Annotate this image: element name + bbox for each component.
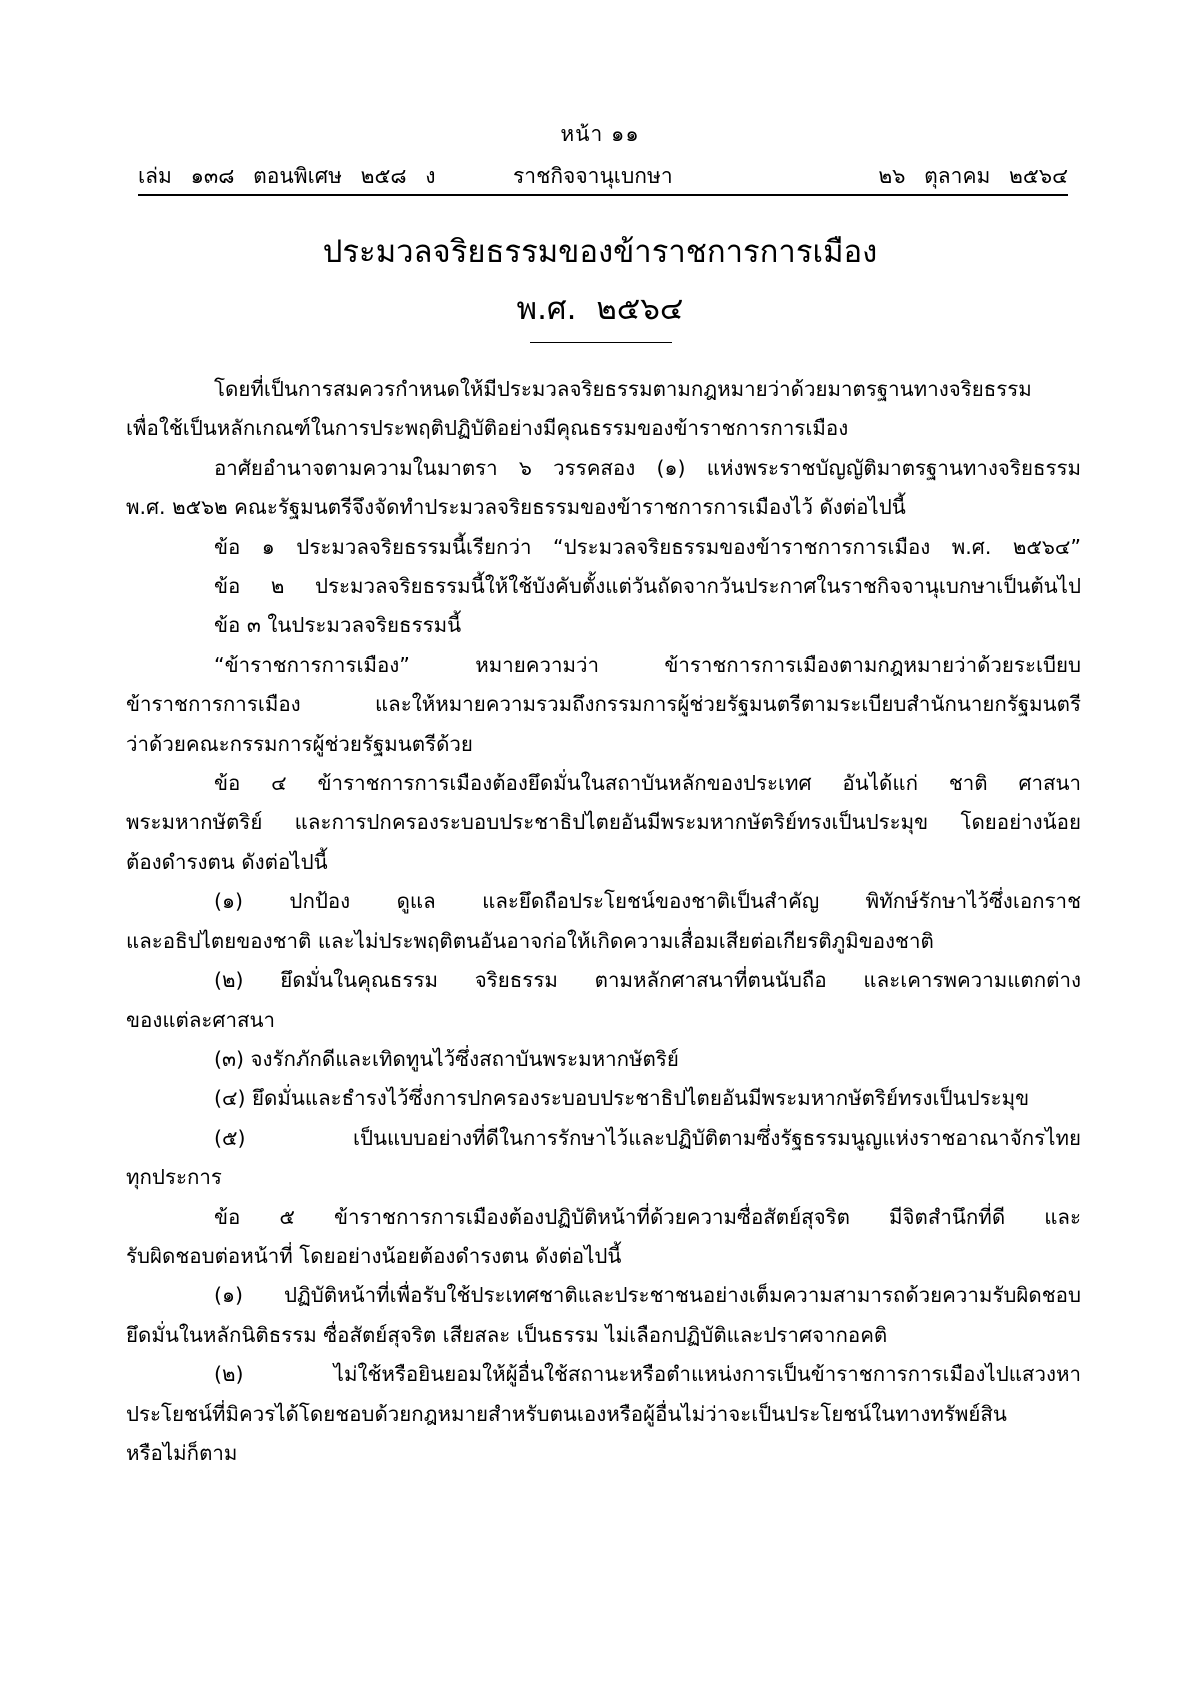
body-line: พระมหากษัตริย์ และการปกครองระบอบประชาธิปไตยอันมีพระมหากษัตริย์ทรงเป็นประมุข โดยอย่างน้อย — [126, 810, 1081, 835]
body-line: (๔) ยึดมั่นและธำรงไว้ซึ่งการปกครองระบอบประชาธิปไตยอันมีพระมหากษัตริย์ทรงเป็นประมุข — [214, 1086, 1030, 1111]
title-divider — [530, 342, 672, 343]
publication-name: ราชกิจจานุเบกษา — [513, 164, 673, 188]
body-line: เพื่อใช้เป็นหลักเกณฑ์ในการประพฤติปฏิบัติอย่างมีคุณธรรมของข้าราชการการเมือง — [126, 416, 849, 441]
body-line: ข้อ ๒ ประมวลจริยธรรมนี้ให้ใช้บังคับตั้งแต่วันถัดจากวันประกาศในราชกิจจานุเบกษาเป็นต้นไป — [214, 574, 1081, 599]
body-line: ทุกประการ — [126, 1165, 222, 1190]
body-line: ข้อ ๔ ข้าราชการการเมืองต้องยึดมั่นในสถาบันหลักของประเทศ อันได้แก่ ชาติ ศาสนา — [214, 771, 1081, 796]
body-line: ประโยชน์ที่มิควรได้โดยชอบด้วยกฎหมายสำหรับตนเองหรือผู้อื่นไม่ว่าจะเป็นประโยชน์ในทางทรัพย์สิน — [126, 1401, 1007, 1426]
body-line: อาศัยอำนาจตามความในมาตรา ๖ วรรคสอง (๑) แห่งพระราชบัญญัติมาตรฐานทางจริยธรรม — [214, 455, 1081, 480]
body-line: (๑) ปกป้อง ดูแล และยึดถือประโยชน์ของชาติเป็นสำคัญ พิทักษ์รักษาไว้ซึ่งเอกราช — [214, 889, 1081, 914]
body-line: ของแต่ละศาสนา — [126, 1007, 275, 1032]
body-line: ข้าราชการการเมือง และให้หมายความรวมถึงกรรมการผู้ช่วยรัฐมนตรีตามระเบียบสำนักนายกรัฐมนตรี — [126, 692, 1081, 717]
body-line: โดยที่เป็นการสมควรกำหนดให้มีประมวลจริยธรรมตามกฎหมายว่าด้วยมาตรฐานทางจริยธรรม — [214, 377, 1032, 401]
body-line: (๓) จงรักภักดีและเทิดทูนไว้ซึ่งสถาบันพระมหากษัตริย์ — [214, 1046, 679, 1071]
body-line: ยึดมั่นในหลักนิติธรรม ซื่อสัตย์สุจริต เสียสละ เป็นธรรม ไม่เลือกปฏิบัติและปราศจากอคติ — [126, 1322, 888, 1347]
body-line: ข้อ ๓ ในประมวลจริยธรรมนี้ — [214, 613, 462, 638]
body-line: หรือไม่ก็ตาม — [126, 1440, 238, 1465]
body-line: (๑) ปฏิบัติหน้าที่เพื่อรับใช้ประเทศชาติและประชาชนอย่างเต็มความสามารถด้วยความรับผิดชอบ — [214, 1283, 1081, 1308]
body-line: “ข้าราชการการเมือง” หมายความว่า ข้าราชการการเมืองตามกฎหมายว่าด้วยระเบียบ — [214, 652, 1081, 677]
page-number: หน้า ๑๑ — [560, 122, 640, 146]
body-line: (๕) เป็นแบบอย่างที่ดีในการรักษาไว้และปฏิบัติตามซึ่งรัฐธรรมนูญแห่งราชอาณาจักรไทย — [214, 1125, 1081, 1150]
document-body — [126, 370, 1081, 1473]
header-divider — [138, 194, 1068, 196]
body-line: ข้อ ๑ ประมวลจริยธรรมนี้เรียกว่า “ประมวลจริยธรรมของข้าราชการการเมือง พ.ศ. ๒๕๖๔” — [214, 534, 1081, 559]
body-line: ว่าด้วยคณะกรรมการผู้ช่วยรัฐมนตรีด้วย — [126, 731, 473, 756]
body-line: (๒) ไม่ใช้หรือยินยอมให้ผู้อื่นใช้สถานะหรือตำแหน่งการเป็นข้าราชการการเมืองไปแสวงหา — [214, 1362, 1081, 1387]
gazette-header — [138, 160, 1068, 190]
body-line: พ.ศ. ๒๕๖๒ คณะรัฐมนตรีจึงจัดทำประมวลจริยธรรมของข้าราชการการเมืองไว้ ดังต่อไปนี้ — [126, 495, 906, 520]
body-line: (๒) ยึดมั่นในคุณธรรม จริยธรรม ตามหลักศาสนาที่ตนนับถือ และเคารพความแตกต่าง — [214, 968, 1081, 993]
publication-date: ๒๖ ตุลาคม ๒๕๖๔ — [878, 164, 1068, 188]
body-line: และอธิปไตยของชาติ และไม่ประพฤติตนอันอาจก่อให้เกิดความเสื่อมเสียต่อเกียรติภูมิของชาติ — [126, 928, 934, 953]
body-line: ต้องดำรงตน ดังต่อไปนี้ — [126, 849, 328, 874]
document-title: ประมวลจริยธรรมของข้าราชการการเมือง — [322, 234, 878, 270]
volume-info: เล่ม ๑๓๘ ตอนพิเศษ ๒๕๘ ง — [138, 164, 436, 188]
body-line: ข้อ ๕ ข้าราชการการเมืองต้องปฏิบัติหน้าที่ด้วยความซื่อสัตย์สุจริต มีจิตสำนึกที่ดี และ — [214, 1204, 1081, 1229]
body-line: รับผิดชอบต่อหน้าที่ โดยอย่างน้อยต้องดำรงตน ดังต่อไปนี้ — [126, 1243, 622, 1268]
document-year: พ.ศ. ๒๕๖๔ — [516, 291, 684, 327]
